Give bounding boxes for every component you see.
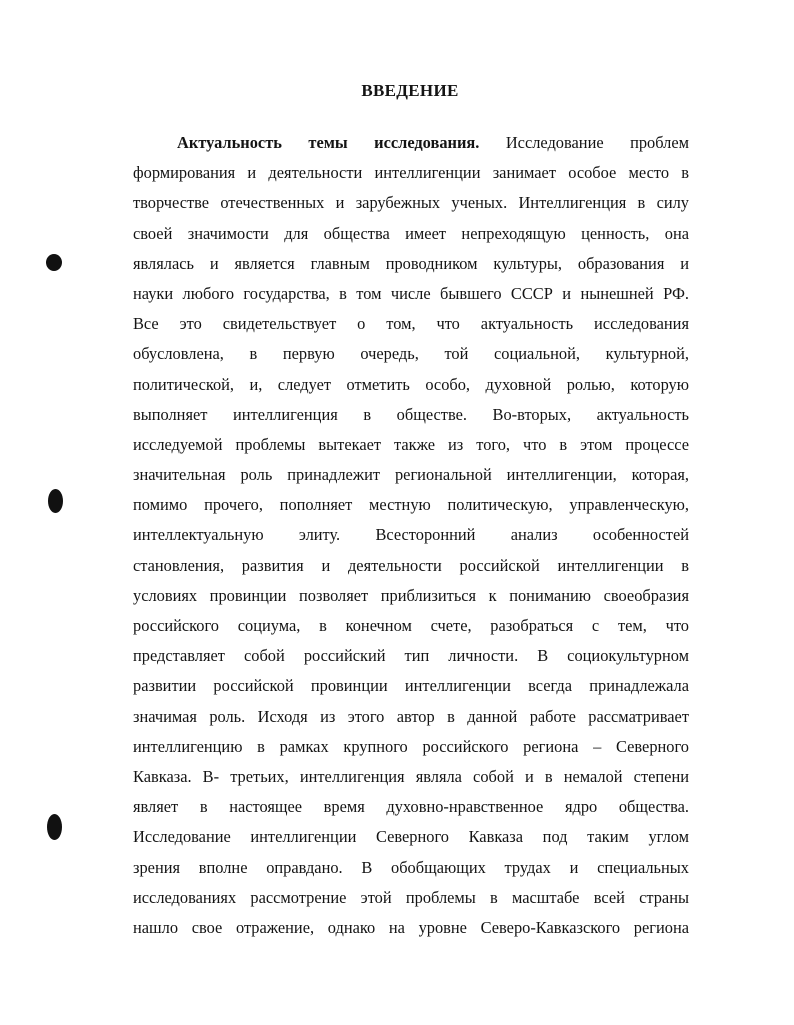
punch-hole-mark-top <box>46 254 62 271</box>
page-title: ВВЕДЕНИЕ <box>361 81 459 100</box>
text-line: интеллигенцию в рамках крупного российского региона – Северного <box>133 736 689 756</box>
text-line: становления, развития и деятельности российской интеллигенции в <box>133 555 689 575</box>
punch-hole-mark-middle <box>48 489 63 513</box>
text-line: Исследование интеллигенции Северного Кавказа под таким углом <box>133 827 689 847</box>
text-line: науки любого государства, в том числе бывшего СССР и нынешней РФ. <box>133 283 689 303</box>
section-lead: Актуальность темы исследования. <box>177 133 480 152</box>
body-paragraph <box>133 128 689 943</box>
text-line: творчестве отечественных и зарубежных ученых. Интеллигенция в силу <box>133 193 689 213</box>
text-line: политической, и, следует отметить особо, духовной ролью, которую <box>133 374 689 394</box>
text-line: представляет собой российский тип личности. В социокультурном <box>133 646 689 666</box>
text-line: условиях провинции позволяет приблизиться к пониманию своеобразия <box>133 585 689 605</box>
text-line: нашло свое отражение, однако на уровне Северо-Кавказского региона <box>133 917 689 937</box>
text-line: своей значимости для общества имеет непреходящую ценность, она <box>133 223 689 243</box>
text-line: формирования и деятельности интеллигенции занимает особое место в <box>133 163 689 183</box>
text-line: помимо прочего, пополняет местную политическую, управленческую, <box>133 495 689 515</box>
text-line: российского социума, в конечном счете, разобраться с тем, что <box>133 616 689 635</box>
text-line: Все это свидетельствует о том, что актуальность исследования <box>133 314 689 334</box>
text-line: обусловлена, в первую очередь, той социальной, культурной, <box>133 344 689 364</box>
first-line-text: Исследование проблем <box>505 133 689 152</box>
punch-hole-mark-bottom <box>47 814 62 840</box>
text-line: исследуемой проблемы вытекает также из того, что в этом процессе <box>133 434 689 454</box>
text-line: значимая роль. Исходя из этого автор в данной работе рассматривает <box>133 706 689 726</box>
text-line: являлась и является главным проводником культуры, образования и <box>133 253 689 273</box>
text-line: являет в настоящее время духовно-нравственное ядро общества. <box>133 797 689 817</box>
text-line: выполняет интеллигенция в обществе. Во-вторых, актуальность <box>133 404 689 424</box>
text-line: Кавказа. В- третьих, интеллигенция являла собой и в немалой степени <box>133 766 689 786</box>
text-line: развитии российской провинции интеллигенции всегда принадлежала <box>133 676 689 696</box>
text-line: зрения вполне оправдано. В обобщающих трудах и специальных <box>133 857 689 877</box>
paragraph-first-line <box>133 128 689 158</box>
text-line: интеллектуальную элиту. Всесторонний анализ особенностей <box>133 525 689 545</box>
text-line: исследованиях рассмотрение этой проблемы в масштабе всей страны <box>133 887 689 907</box>
text-line: значительная роль принадлежит региональной интеллигенции, которая, <box>133 465 689 485</box>
